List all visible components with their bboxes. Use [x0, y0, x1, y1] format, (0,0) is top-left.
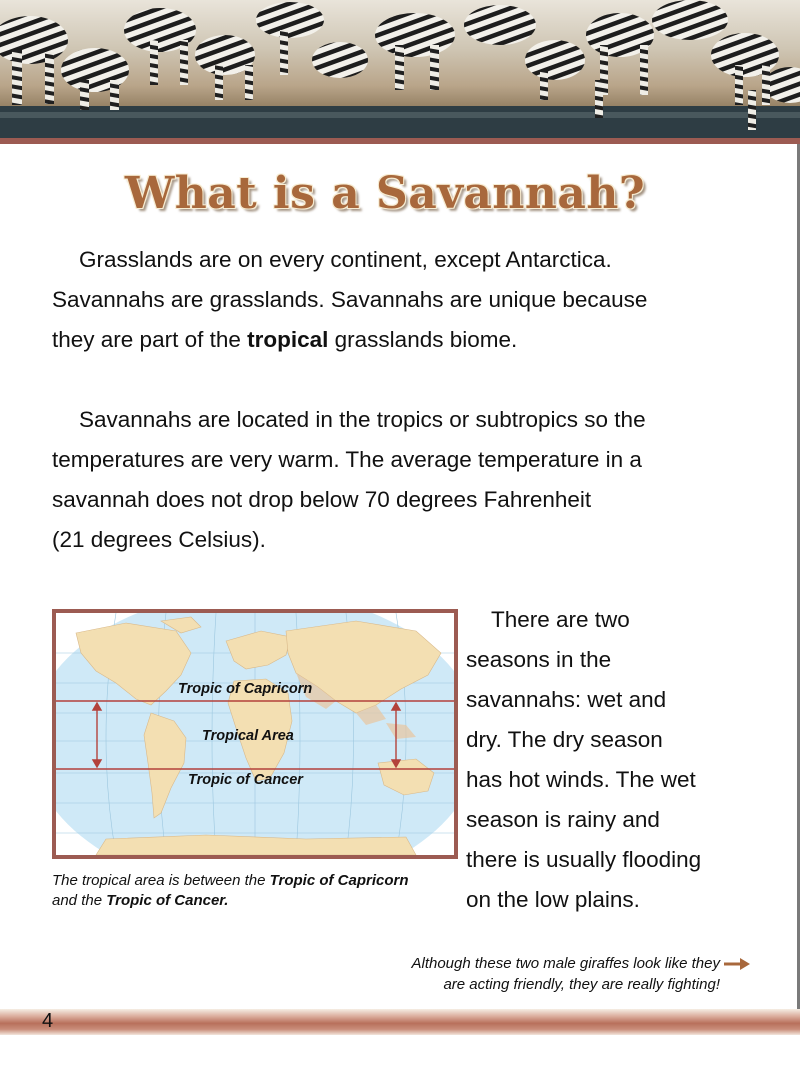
- text-line: There are two: [491, 607, 630, 632]
- world-map-figure: [52, 609, 458, 859]
- footer-band: [0, 1009, 800, 1035]
- map-label-cancer: Tropic of Cancer: [188, 772, 303, 788]
- text-line: temperatures are very warm. The average temperature in a: [52, 447, 642, 472]
- page-title: What is a Savannah?: [124, 168, 646, 219]
- giraffe-note: Although these two male giraffes look like they are acting friendly, they are really fighting!: [411, 955, 720, 993]
- text-line: Savannahs are grasslands. Savannahs are unique because: [52, 287, 648, 312]
- paragraph-grasslands: [52, 240, 742, 360]
- bold-term-tropical: tropical: [247, 327, 329, 352]
- map-caption: The tropical area is between the Tropic of Capricorn and the Tropic of Cancer.: [52, 872, 409, 909]
- text-line: savannah does not drop below 70 degrees Fahrenheit: [52, 487, 592, 512]
- text-line: (21 degrees Celsius).: [52, 527, 266, 552]
- text-line: they are part of the tropical grasslands biome.: [52, 327, 518, 352]
- map-label-tropical-area: Tropical Area: [202, 728, 294, 744]
- text-line: Savannahs are located in the tropics or subtropics so the: [79, 407, 646, 432]
- text-line: savannahs: wet and: [466, 687, 667, 712]
- map-label-capricorn: Tropic of Capricorn: [178, 681, 313, 697]
- text-line: season is rainy and: [466, 807, 660, 832]
- arrow-right-icon: [722, 956, 752, 972]
- text-line: there is usually flooding: [466, 847, 702, 872]
- paragraph-temperature: [52, 400, 742, 560]
- zebra-herd-illustration: [0, 0, 800, 138]
- zebra-banner-photo: [0, 0, 800, 138]
- page-number: 4: [42, 1010, 54, 1032]
- text-line: has hot winds. The wet: [466, 767, 696, 792]
- banner-divider: [0, 138, 800, 144]
- world-map: [56, 613, 454, 855]
- seasons-paragraph: [466, 600, 766, 920]
- text-line: dry. The dry season: [466, 727, 663, 752]
- text-line: seasons in the: [466, 647, 612, 672]
- text-line: on the low plains.: [466, 887, 640, 912]
- text-line: Grasslands are on every continent, except Antarctica.: [79, 247, 612, 272]
